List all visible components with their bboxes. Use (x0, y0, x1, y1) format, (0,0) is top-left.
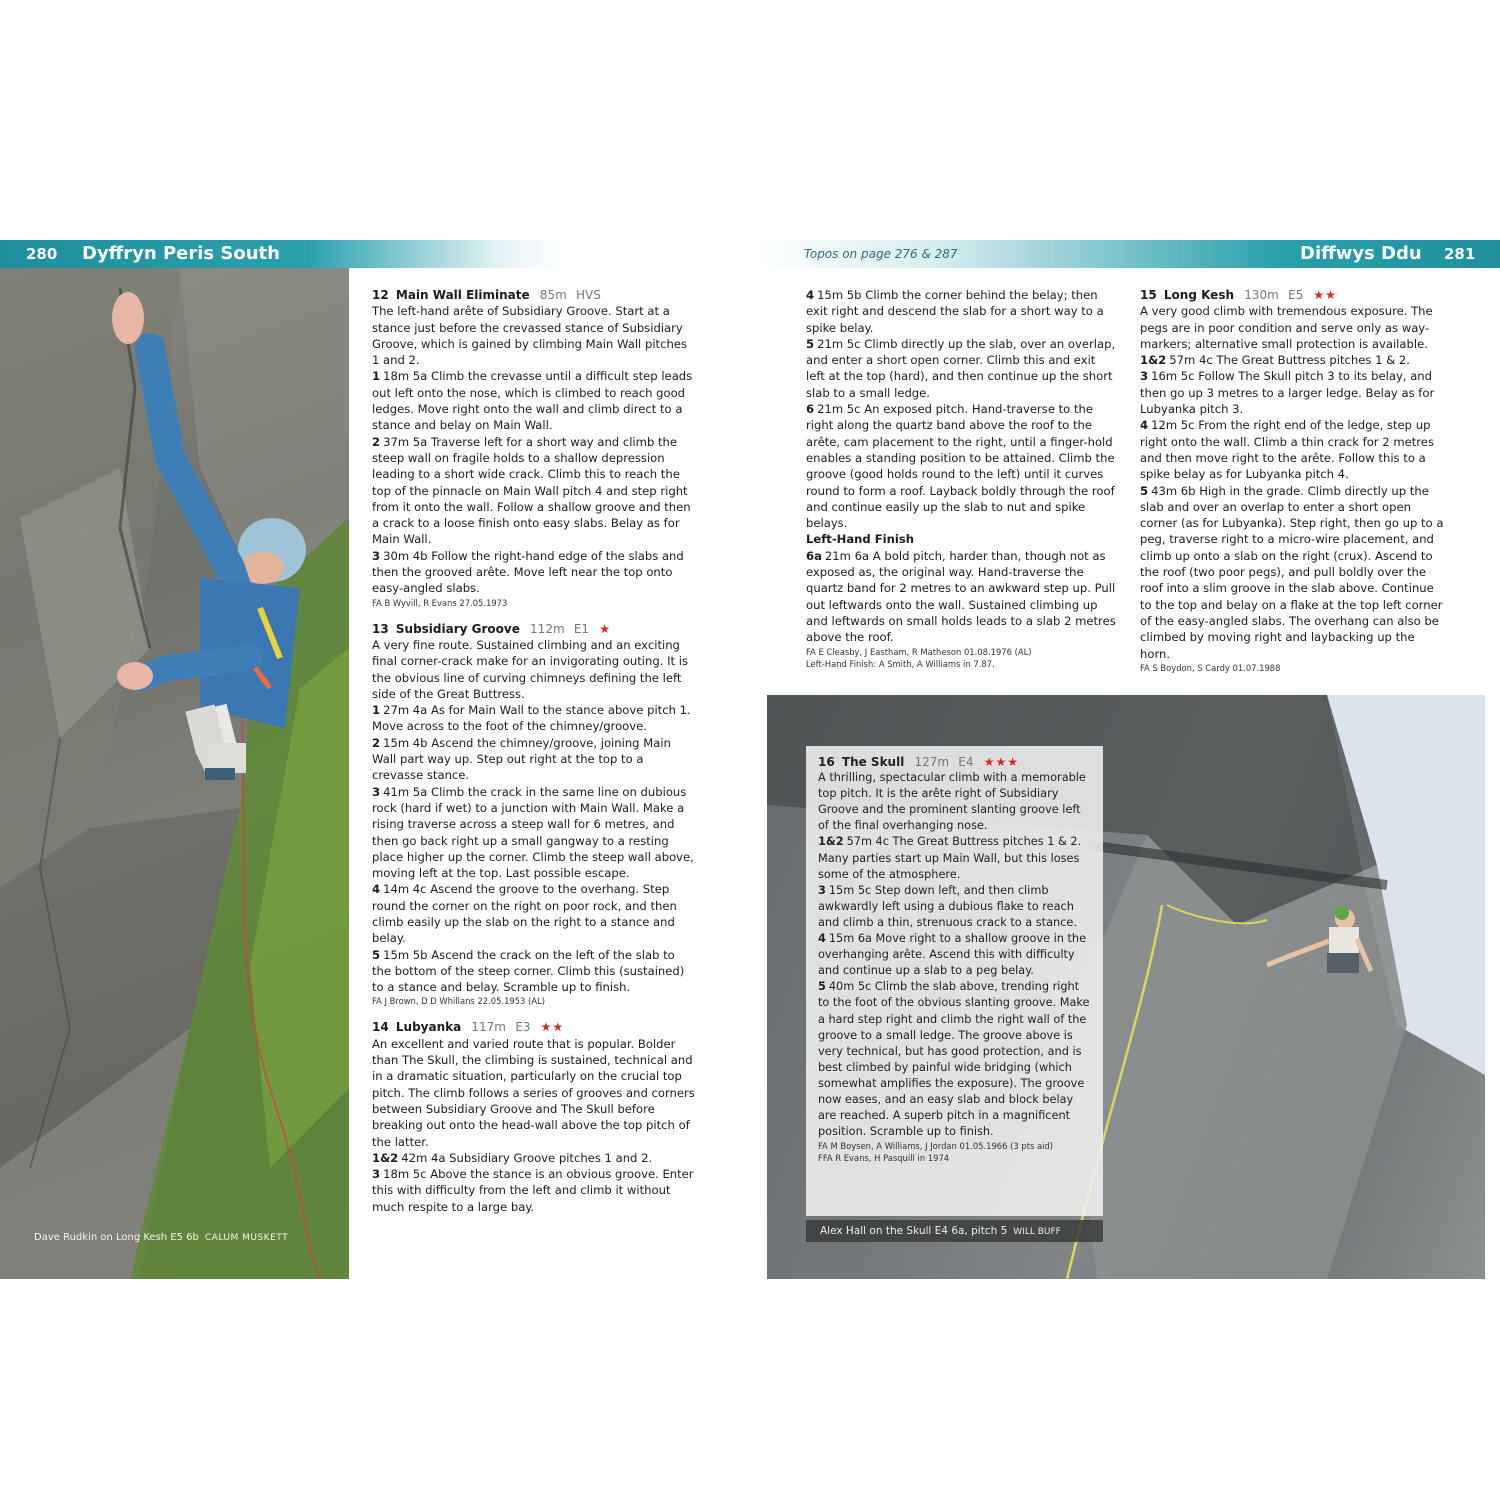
route-12 (372, 287, 696, 609)
star-rating-icon: ★★ (540, 1020, 565, 1035)
route-14-grade: E3 (515, 1020, 531, 1035)
route-14-pitch: 6 21m 5c An exposed pitch. Hand-traverse to the right along the quartz band above the roof to the arête, cam placement to the right, until a finger-hold enables a standing position to be attained. Climb the groove (good holds round to the left) until it curves round to form a roof. Layback boldly through the roof and continue easily up the slab to nut and spike belays. (806, 402, 1115, 531)
left-photo-caption (34, 1232, 288, 1243)
topo-reference: Topos on page 276 & 287 (804, 247, 958, 261)
right-text-column-2 (1140, 287, 1446, 674)
left-hand-finish-pitch: 6a 21m 6a A bold pitch, harder than, though not as exposed as, the original way. Hand-traverse the quartz band for 2 metres to an awkward step up. Pull out leftwards onto the wall. Sustained climbing up and leftwards on small holds leads to a slab 2 metres above the roof. (806, 548, 1116, 645)
route-14-length: 117m (471, 1020, 506, 1035)
route-16-pitch: 3 15m 5c Step down left, and then climb awkwardly left using a dubious flake to reach and climb a thin, strenuous crack to a stance. (818, 883, 1077, 929)
route-14-pitch: 1&2 42m 4a Subsidiary Groove pitches 1 and 2. (372, 1150, 653, 1165)
rock-face-illustration (0, 268, 349, 1279)
route-12-length: 85m (539, 288, 567, 302)
route-15-pitch: 5 43m 6b High in the grade. Climb directly up the slab and over an overlap to enter a short open corner (as for Lubyanka). Step right, then go up to a peg, traverse right to a micro-wire placement, and climb up onto a slab on the right (crux). Ascend to the roof (two poor pegs), and pull boldly over the roof into a slim groove in the slab above. Continue to the top and belay on a flake at the top left corner of the easy-angled slabs. The overhang can also be climbed by moving right and laybacking up the horn. (1140, 483, 1444, 661)
route-16-description: A thrilling, spectacular climb with a memorable top pitch. It is the arête right of Subsidiary Groove and the prominent slanting groove left of the final overhanging nose. (818, 771, 1086, 833)
route-14-heading (372, 1019, 696, 1035)
left-hand-finish-first-ascent: Left-Hand Finish: A Smith, A Williams in 7.87. (806, 658, 995, 669)
route-16-pitch: 1&2 57m 4c The Great Buttress pitches 1 & 2. Many parties start up Main Wall, but this loses some of the atmosphere. (818, 835, 1082, 881)
left-page-number: 280 (26, 245, 58, 263)
route-16-heading (818, 754, 1091, 770)
right-caption-text: Alex Hall on the Skull E4 6a, pitch 5 (820, 1225, 1008, 1237)
route-13-description: A very fine route. Sustained climbing and an exciting final corner-crack make for an invigorating outing. It is the obvious line of curving chimneys defining the left side of the Great Buttress. (372, 637, 689, 701)
route-14 (372, 1019, 696, 1215)
star-rating-icon: ★ (599, 621, 611, 636)
route-15-pitch: 1&2 57m 4c The Great Buttress pitches 1 & 2. (1140, 353, 1410, 368)
route-15-heading (1140, 287, 1446, 303)
route-15-grade: E5 (1287, 288, 1304, 302)
route-13-length: 112m (530, 621, 565, 636)
route-14-description: An excellent and varied route that is popular. Bolder than The Skull, the climbing is sustained, technical and in a dramatic situation, particularly on the crucial top pitch. The climb follows a series of grooves and corners between Subsidiary Groove and The Skull before breaking out onto the head-wall above the top pitch of the latter. (372, 1036, 695, 1149)
route-13-pitch: 2 15m 4b Ascend the chimney/groove, joining Main Wall part way up. Step out right at the top to a crevasse stance. (372, 735, 671, 783)
left-text-column (372, 287, 696, 1215)
route-15-number: 15 (1140, 288, 1157, 302)
climber-photo-left (0, 268, 349, 1279)
left-page-header (0, 240, 560, 268)
route-16-grade: E4 (958, 755, 974, 769)
route-16-length: 127m (914, 755, 950, 769)
route-16-box (806, 746, 1103, 1216)
route-15 (1140, 287, 1446, 674)
route-14-number: 14 (372, 1020, 389, 1035)
route-16-name: The Skull (841, 755, 905, 769)
route-12-name: Main Wall Eliminate (395, 288, 530, 302)
route-13-name: Subsidiary Groove (395, 621, 520, 636)
route-15-description: A very good climb with tremendous exposure. The pegs are in poor condition and serve only as way-markers; alternative small protection is available. (1140, 304, 1433, 351)
route-13-pitch: 3 41m 5a Climb the crack in the same line on dubious rock (hard if wet) to a junction with Main Wall. Make a rising traverse across a steep wall for 6 metres, and then go back right up a small gangway to a resting place higher up the corner. Climb the steep wall above, moving left at the top. Last possible escape. (372, 784, 694, 881)
route-12-pitch: 3 30m 4b Follow the right-hand edge of the slabs and then the grooved arête. Move left near the top onto easy-angled slabs. (372, 548, 684, 596)
route-12-heading (372, 287, 696, 303)
route-14-pitch: 3 18m 5c Above the stance is an obvious groove. Enter this with difficulty from the left and climb it without much respite to a large bay. (372, 1167, 694, 1214)
left-hand-finish-heading: Left-Hand Finish (806, 532, 915, 547)
right-caption-credit: WILL BUFF (1013, 1227, 1061, 1237)
route-15-first-ascent: FA S Boydon, S Cardy 01.07.1988 (1140, 662, 1281, 673)
route-13 (372, 621, 696, 1008)
route-15-pitch: 4 12m 5c From the right end of the ledge, step up right onto the wall. Climb a thin crack for 2 metres and then move right to the arête. Follow this to a spike belay as for Lubyanka pitch 4. (1140, 418, 1434, 482)
route-12-description: The left-hand arête of Subsidiary Groove. Start at a stance just before the crevassed stance of Subsidiary Groove, which is gained by climbing Main Wall pitches 1 and 2. (372, 304, 687, 368)
route-15-pitch: 3 16m 5c Follow The Skull pitch 3 to its belay, and then go up 3 metres to a larger ledge. Belay as for Lubyanka pitch 3. (1140, 369, 1435, 417)
left-caption-credit: CALUM MUSKETT (204, 1233, 289, 1243)
route-14-name: Lubyanka (395, 1020, 462, 1035)
route-16-first-ascent: FA M Boysen, A Williams, J Jordan 01.05.1966 (3 pts aid) (818, 1141, 1054, 1152)
right-page-header (760, 240, 1500, 268)
route-13-number: 13 (372, 621, 389, 636)
route-13-heading (372, 621, 696, 637)
route-15-name: Long Kesh (1163, 288, 1235, 302)
route-13-pitch: 4 14m 4c Ascend the groove to the overhang. Step round the corner on the right on poor rock, and then climb easily up the slab on the right to a stance and belay. (372, 882, 677, 946)
route-16-pitch: 5 40m 5c Climb the slab above, trending right to the foot of the obvious slanting groove. Make a hard step right and climb the right wall of the groove to a small ledge. The groove above is very technical, but has good protection, and is best climbed by painful wide bridging (which somewhat amplifies the exposure). The groove now eases, and an easy slab and block belay are reached. A superb pitch in a magnificent position. Scramble up to finish. (818, 980, 1090, 1139)
route-13-first-ascent: FA J Brown, D D Whillans 22.05.1953 (AL) (372, 996, 545, 1007)
route-12-first-ascent: FA B Wyvill, R Evans 27.05.1973 (372, 597, 508, 608)
route-14-pitch: 4 15m 5b Climb the corner behind the belay; then exit right and descend the slab for a short way to a spike belay. (806, 288, 1104, 335)
right-photo-caption (806, 1220, 1103, 1242)
route-16-pitch: 4 15m 6a Move right to a shallow groove in the overhanging arête. Ascend this with difficulty and continue up a slab to a peg belay. (818, 932, 1087, 978)
route-14-pitch: 5 21m 5c Climb directly up the slab, over an overlap, and enter a short open corner. Climb this and exit left at the top (hard), and then continue up the short slab to a small ledge. (806, 336, 1116, 400)
route-15-length: 130m (1244, 288, 1279, 302)
route-12-pitch: 2 37m 5a Traverse left for a short way and climb the steep wall on fragile holds to a shallow depression leading to a short wide crack. Climb this to reach the top of the pinnacle on Main Wall pitch 4 and step right from it onto the wall. Follow a shallow groove and then a crack to a loose finish onto easy slabs. Belay as for Main Wall. (372, 434, 691, 547)
route-16-number: 16 (818, 755, 835, 769)
route-16-first-free-ascent: FFA R Evans, H Pasquill in 1974 (818, 1153, 950, 1164)
route-13-pitch: 5 15m 5b Ascend the crack on the left of the slab to the bottom of the steep corner. Climb this (sustained) to a stance and belay. Scramble up to finish. (372, 947, 685, 995)
route-14-first-ascent: FA E Cleasby, J Eastham, R Matheson 01.08.1976 (AL) (806, 646, 1032, 657)
route-13-grade: E1 (573, 621, 590, 636)
route-12-pitch: 1 18m 5a Climb the crevasse until a difficult step leads out left onto the nose, which is climbed to reach good ledges. Move right onto the wall and climb direct to a stance and belay on Main Wall. (372, 369, 693, 433)
route-13-pitch: 1 27m 4a As for Main Wall to the stance above pitch 1. Move across to the foot of the chimney/groove. (372, 703, 691, 734)
left-page-title: Dyffryn Peris South (82, 243, 280, 264)
right-text-column-1 (806, 287, 1116, 670)
star-rating-icon: ★★★ (983, 755, 1019, 769)
route-12-number: 12 (372, 288, 389, 302)
right-page-title: Diffwys Ddu (1300, 243, 1422, 264)
star-rating-icon: ★★ (1313, 288, 1337, 302)
left-caption-text: Dave Rudkin on Long Kesh E5 6b (34, 1232, 199, 1243)
route-12-grade: HVS (575, 288, 601, 302)
right-page-number: 281 (1444, 245, 1476, 263)
